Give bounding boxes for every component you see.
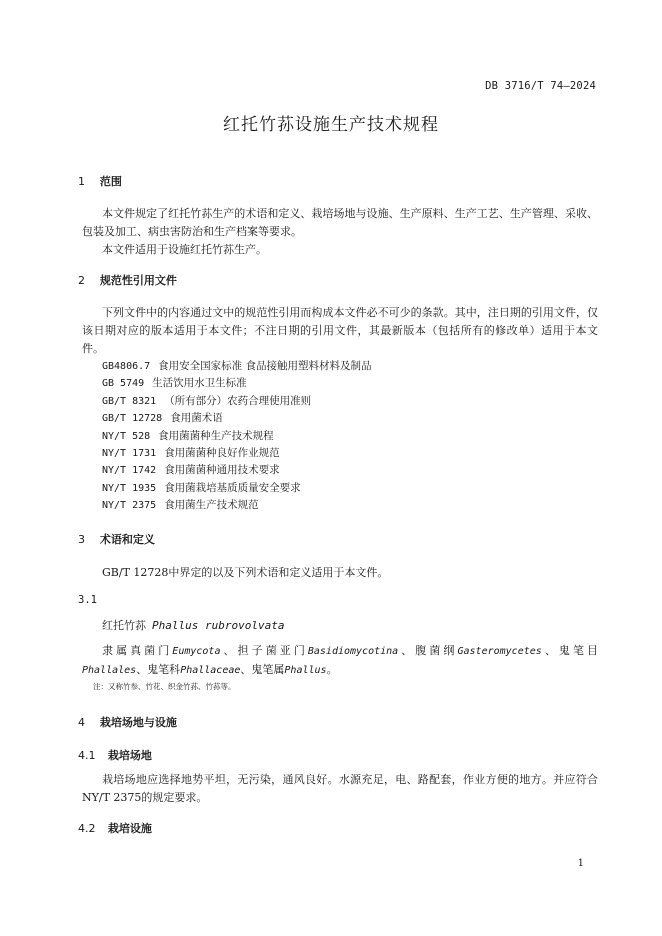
reference-title: 食用菌术语 bbox=[170, 412, 223, 425]
taxon-name: Basidiomycotina bbox=[307, 646, 399, 657]
subsection-4-2-heading bbox=[78, 820, 152, 836]
reference-item bbox=[102, 480, 372, 497]
section-number: 2 bbox=[78, 274, 85, 287]
reference-title: 食用菌菌种通用技术要求 bbox=[164, 464, 280, 477]
definition-text: 、腹菌纲 bbox=[398, 644, 458, 657]
term-entry bbox=[102, 617, 284, 633]
reference-code: GB4806.7 bbox=[102, 361, 151, 372]
definition-text: 。 bbox=[326, 663, 338, 676]
reference-title: 生活饮用水卫生标准 bbox=[152, 377, 247, 390]
term-note: 注：又称竹参、竹花、织金竹荪、竹荪等。 bbox=[93, 682, 236, 691]
reference-item bbox=[102, 375, 372, 392]
reference-title: 食用菌生产技术规范 bbox=[164, 499, 259, 512]
section-3-heading bbox=[78, 531, 155, 547]
reference-code: GB/T 12728 bbox=[102, 413, 163, 425]
subsection-title: 栽培设施 bbox=[107, 822, 152, 835]
reference-item bbox=[102, 410, 372, 427]
definition-text: 隶属真菌门 bbox=[102, 644, 173, 657]
term-latin-name: Phallus rubrovolvata bbox=[152, 619, 285, 632]
paragraph: 栽培场地应选择地势平坦，无污染，通风良好。水源充足，电、路配套，作业方便的地方。并应符合NY/T 2375的规定要求。 bbox=[82, 773, 598, 804]
term-number: 3.1 bbox=[78, 594, 97, 606]
section-number: 3 bbox=[78, 533, 85, 546]
reference-code: GB/T 8321 bbox=[102, 395, 157, 407]
reference-item bbox=[102, 497, 372, 514]
term-name: 红托竹荪 bbox=[102, 619, 146, 632]
taxon-name: Eumycota bbox=[172, 646, 221, 657]
document-code: DB 3716/T 74—2024 bbox=[485, 80, 596, 92]
paragraph: 下列文件中的内容通过文中的规范性引用而构成本文件必不可少的条款。其中，注日期的引用文件，仅该日期对应的版本适用于本文件；不注日期的引用文件，其最新版本（包括所有的修改单）适用于本文件。 bbox=[82, 306, 598, 355]
definition-text: 、鬼笔属 bbox=[240, 663, 285, 676]
definition-text: 、担子菌亚门 bbox=[220, 644, 308, 657]
term-definition bbox=[82, 642, 598, 680]
subsection-4-1-body bbox=[82, 771, 598, 807]
section-2-heading bbox=[78, 272, 177, 288]
normative-reference-list bbox=[102, 358, 372, 515]
section-1-body bbox=[82, 205, 598, 259]
reference-title: 食用菌菌种生产技术规程 bbox=[158, 429, 274, 442]
taxon-name: Phallales bbox=[82, 665, 137, 676]
reference-code: NY/T 2375 bbox=[102, 500, 157, 512]
document-title: 红托竹荪设施生产技术规程 bbox=[223, 115, 439, 135]
taxon-name: Phallaceae bbox=[180, 665, 241, 676]
section-title: 范围 bbox=[99, 175, 122, 188]
reference-code: NY/T 1742 bbox=[102, 465, 157, 477]
paragraph: 本文件规定了红托竹荪生产的术语和定义、栽培场地与设施、生产原料、生产工艺、生产管理、采收、包装及加工、病虫害防治和生产档案等要求。 bbox=[82, 207, 598, 238]
reference-code: GB 5749 bbox=[102, 378, 145, 390]
section-3-body bbox=[82, 564, 598, 582]
section-title: 栽培场地与设施 bbox=[99, 716, 177, 729]
reference-code: NY/T 528 bbox=[102, 430, 151, 442]
reference-title: 食用菌菌种良好作业规范 bbox=[164, 447, 280, 460]
taxon-name: Phallus bbox=[284, 665, 327, 676]
subsection-title: 栽培场地 bbox=[107, 749, 152, 762]
subsection-number: 4.1 bbox=[78, 749, 96, 762]
reference-code: NY/T 1935 bbox=[102, 482, 157, 494]
section-title: 规范性引用文件 bbox=[99, 274, 177, 287]
reference-title: （所有部分）农药合理使用准则 bbox=[164, 394, 312, 407]
reference-item bbox=[102, 428, 372, 445]
section-title: 术语和定义 bbox=[99, 533, 155, 546]
definition-text: 、鬼笔科 bbox=[136, 663, 181, 676]
paragraph: 本文件适用于设施红托竹荪生产。 bbox=[102, 243, 267, 256]
section-4-heading bbox=[78, 714, 177, 730]
reference-title: 食用安全国家标准 食品接触用塑料材料及制品 bbox=[158, 360, 372, 372]
paragraph: GB/T 12728中界定的以及下列术语和定义适用于本文件。 bbox=[102, 566, 389, 579]
reference-item bbox=[102, 462, 372, 479]
taxon-name: Gasteromycetes bbox=[457, 646, 542, 657]
reference-item bbox=[102, 393, 372, 410]
subsection-number: 4.2 bbox=[78, 822, 96, 835]
reference-item bbox=[102, 445, 372, 462]
subsection-4-1-heading bbox=[78, 747, 152, 763]
section-1-heading bbox=[78, 173, 122, 189]
page-number: 1 bbox=[577, 858, 584, 869]
reference-item bbox=[102, 358, 372, 375]
section-number: 1 bbox=[78, 175, 85, 188]
section-number: 4 bbox=[78, 716, 85, 729]
reference-code: NY/T 1731 bbox=[102, 448, 157, 460]
definition-text: 、鬼笔目 bbox=[541, 644, 599, 657]
reference-title: 食用菌栽培基质质量安全要求 bbox=[164, 481, 301, 494]
section-2-body bbox=[82, 304, 598, 358]
